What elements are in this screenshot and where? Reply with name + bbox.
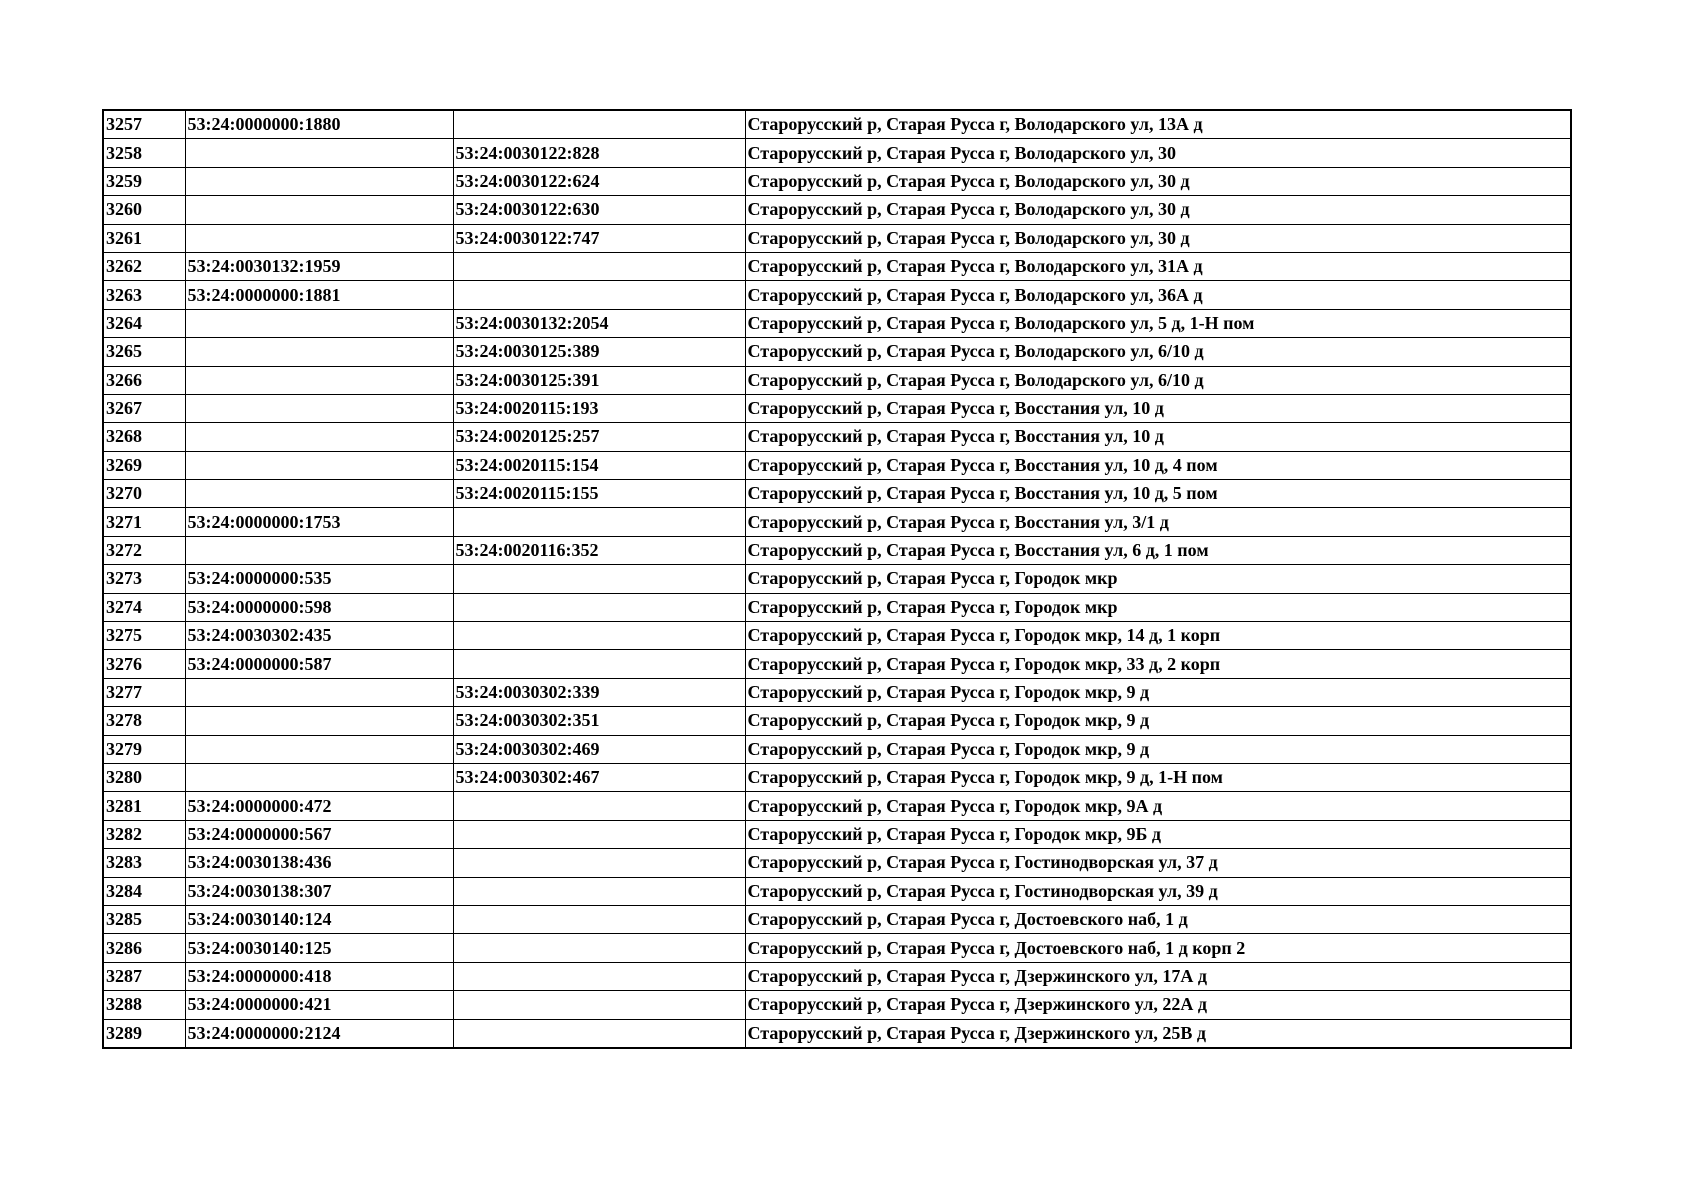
address-cell: Старорусский р, Старая Русса г, Восстания ул, 10 д, 5 пом bbox=[745, 480, 1571, 508]
cadastral-number-1-cell bbox=[185, 309, 453, 337]
cadastral-number-1-cell bbox=[185, 167, 453, 195]
table-row bbox=[103, 991, 1571, 1019]
cadastral-number-1-cell bbox=[185, 394, 453, 422]
cadastral-number-2-cell: 53:24:0020115:155 bbox=[453, 480, 745, 508]
row-number-cell: 3278 bbox=[103, 707, 185, 735]
address-cell: Старорусский р, Старая Русса г, Городок мкр, 9 д bbox=[745, 678, 1571, 706]
address-cell: Старорусский р, Старая Русса г, Дзержинского ул, 17А д bbox=[745, 962, 1571, 990]
address-cell: Старорусский р, Старая Русса г, Володарского ул, 13А д bbox=[745, 110, 1571, 139]
cadastral-number-2-cell bbox=[453, 622, 745, 650]
table-row bbox=[103, 394, 1571, 422]
cadastral-number-1-cell bbox=[185, 338, 453, 366]
address-cell: Старорусский р, Старая Русса г, Володарского ул, 36А д bbox=[745, 281, 1571, 309]
cadastral-number-1-cell bbox=[185, 480, 453, 508]
address-cell: Старорусский р, Старая Русса г, Володарского ул, 30 д bbox=[745, 167, 1571, 195]
table-row bbox=[103, 366, 1571, 394]
address-cell: Старорусский р, Старая Русса г, Восстания ул, 10 д, 4 пом bbox=[745, 451, 1571, 479]
cadastral-number-1-cell bbox=[185, 224, 453, 252]
cadastral-number-1-cell: 53:24:0000000:587 bbox=[185, 650, 453, 678]
cadastral-number-2-cell: 53:24:0030122:828 bbox=[453, 139, 745, 167]
cadastral-number-2-cell: 53:24:0030302:469 bbox=[453, 735, 745, 763]
cadastral-number-1-cell bbox=[185, 678, 453, 706]
cadastral-number-2-cell bbox=[453, 593, 745, 621]
table-row bbox=[103, 735, 1571, 763]
address-cell: Старорусский р, Старая Русса г, Володарского ул, 31А д bbox=[745, 252, 1571, 280]
row-number-cell: 3270 bbox=[103, 480, 185, 508]
row-number-cell: 3276 bbox=[103, 650, 185, 678]
cadastral-number-1-cell bbox=[185, 536, 453, 564]
cadastral-number-2-cell bbox=[453, 508, 745, 536]
row-number-cell: 3265 bbox=[103, 338, 185, 366]
address-cell: Старорусский р, Старая Русса г, Володарского ул, 30 bbox=[745, 139, 1571, 167]
cadastral-number-2-cell bbox=[453, 252, 745, 280]
row-number-cell: 3269 bbox=[103, 451, 185, 479]
table-row bbox=[103, 678, 1571, 706]
table-row bbox=[103, 338, 1571, 366]
cadastral-number-2-cell bbox=[453, 991, 745, 1019]
cadastral-number-2-cell: 53:24:0020125:257 bbox=[453, 423, 745, 451]
address-cell: Старорусский р, Старая Русса г, Дзержинского ул, 22А д bbox=[745, 991, 1571, 1019]
address-cell: Старорусский р, Старая Русса г, Городок мкр, 9А д bbox=[745, 792, 1571, 820]
address-cell: Старорусский р, Старая Русса г, Городок мкр, 9 д, 1-Н пом bbox=[745, 763, 1571, 791]
table-row bbox=[103, 252, 1571, 280]
address-cell: Старорусский р, Старая Русса г, Городок мкр, 9Б д bbox=[745, 820, 1571, 848]
row-number-cell: 3266 bbox=[103, 366, 185, 394]
row-number-cell: 3282 bbox=[103, 820, 185, 848]
row-number-cell: 3259 bbox=[103, 167, 185, 195]
cadastral-number-2-cell bbox=[453, 110, 745, 139]
cadastral-number-1-cell bbox=[185, 707, 453, 735]
address-cell: Старорусский р, Старая Русса г, Восстания ул, 6 д, 1 пом bbox=[745, 536, 1571, 564]
cadastral-number-1-cell bbox=[185, 451, 453, 479]
address-cell: Старорусский р, Старая Русса г, Достоевского наб, 1 д bbox=[745, 905, 1571, 933]
table-row bbox=[103, 423, 1571, 451]
cadastral-number-1-cell: 53:24:0030140:125 bbox=[185, 934, 453, 962]
address-cell: Старорусский р, Старая Русса г, Городок мкр, 33 д, 2 корп bbox=[745, 650, 1571, 678]
row-number-cell: 3289 bbox=[103, 1019, 185, 1048]
address-cell: Старорусский р, Старая Русса г, Городок мкр, 9 д bbox=[745, 735, 1571, 763]
address-cell: Старорусский р, Старая Русса г, Восстания ул, 10 д bbox=[745, 394, 1571, 422]
cadastral-number-2-cell bbox=[453, 962, 745, 990]
table-row bbox=[103, 224, 1571, 252]
row-number-cell: 3281 bbox=[103, 792, 185, 820]
address-cell: Старорусский р, Старая Русса г, Городок мкр bbox=[745, 593, 1571, 621]
cadastral-number-1-cell bbox=[185, 366, 453, 394]
row-number-cell: 3280 bbox=[103, 763, 185, 791]
address-cell: Старорусский р, Старая Русса г, Городок мкр, 9 д bbox=[745, 707, 1571, 735]
address-cell: Старорусский р, Старая Русса г, Гостинодворская ул, 39 д bbox=[745, 877, 1571, 905]
table-row bbox=[103, 622, 1571, 650]
address-cell: Старорусский р, Старая Русса г, Городок мкр, 14 д, 1 корп bbox=[745, 622, 1571, 650]
table-body bbox=[103, 110, 1571, 1048]
cadastral-number-2-cell: 53:24:0030302:339 bbox=[453, 678, 745, 706]
table-row bbox=[103, 849, 1571, 877]
cadastral-number-2-cell bbox=[453, 650, 745, 678]
row-number-cell: 3261 bbox=[103, 224, 185, 252]
cadastral-number-2-cell: 53:24:0030122:624 bbox=[453, 167, 745, 195]
address-cell: Старорусский р, Старая Русса г, Восстания ул, 10 д bbox=[745, 423, 1571, 451]
table-row bbox=[103, 1019, 1571, 1048]
table-row bbox=[103, 139, 1571, 167]
cadastral-number-2-cell bbox=[453, 820, 745, 848]
cadastral-number-2-cell bbox=[453, 281, 745, 309]
row-number-cell: 3271 bbox=[103, 508, 185, 536]
row-number-cell: 3285 bbox=[103, 905, 185, 933]
table-row bbox=[103, 565, 1571, 593]
row-number-cell: 3288 bbox=[103, 991, 185, 1019]
address-cell: Старорусский р, Старая Русса г, Володарского ул, 5 д, 1-Н пом bbox=[745, 309, 1571, 337]
row-number-cell: 3258 bbox=[103, 139, 185, 167]
cadastral-number-2-cell: 53:24:0020115:154 bbox=[453, 451, 745, 479]
cadastral-number-1-cell: 53:24:0000000:567 bbox=[185, 820, 453, 848]
cadastral-number-1-cell: 53:24:0000000:1881 bbox=[185, 281, 453, 309]
table-row bbox=[103, 196, 1571, 224]
cadastral-number-1-cell bbox=[185, 139, 453, 167]
row-number-cell: 3283 bbox=[103, 849, 185, 877]
cadastral-number-1-cell: 53:24:0000000:598 bbox=[185, 593, 453, 621]
cadastral-number-1-cell: 53:24:0000000:421 bbox=[185, 991, 453, 1019]
address-cell: Старорусский р, Старая Русса г, Дзержинского ул, 25В д bbox=[745, 1019, 1571, 1048]
cadastral-number-2-cell: 53:24:0030122:630 bbox=[453, 196, 745, 224]
row-number-cell: 3287 bbox=[103, 962, 185, 990]
address-cell: Старорусский р, Старая Русса г, Володарского ул, 6/10 д bbox=[745, 366, 1571, 394]
table-row bbox=[103, 536, 1571, 564]
cadastral-number-2-cell: 53:24:0020115:193 bbox=[453, 394, 745, 422]
table-row bbox=[103, 934, 1571, 962]
cadastral-number-1-cell: 53:24:0030140:124 bbox=[185, 905, 453, 933]
address-cell: Старорусский р, Старая Русса г, Гостинодворская ул, 37 д bbox=[745, 849, 1571, 877]
table-row bbox=[103, 763, 1571, 791]
cadastral-number-1-cell bbox=[185, 735, 453, 763]
cadastral-number-1-cell bbox=[185, 763, 453, 791]
cadastral-number-1-cell bbox=[185, 196, 453, 224]
table-row bbox=[103, 167, 1571, 195]
address-cell: Старорусский р, Старая Русса г, Городок мкр bbox=[745, 565, 1571, 593]
cadastral-number-2-cell bbox=[453, 934, 745, 962]
table-row bbox=[103, 480, 1571, 508]
row-number-cell: 3264 bbox=[103, 309, 185, 337]
cadastral-number-2-cell: 53:24:0030302:351 bbox=[453, 707, 745, 735]
row-number-cell: 3272 bbox=[103, 536, 185, 564]
cadastral-number-2-cell bbox=[453, 1019, 745, 1048]
row-number-cell: 3277 bbox=[103, 678, 185, 706]
row-number-cell: 3260 bbox=[103, 196, 185, 224]
address-cell: Старорусский р, Старая Русса г, Достоевского наб, 1 д корп 2 bbox=[745, 934, 1571, 962]
cadastral-number-1-cell: 53:24:0000000:535 bbox=[185, 565, 453, 593]
row-number-cell: 3275 bbox=[103, 622, 185, 650]
row-number-cell: 3273 bbox=[103, 565, 185, 593]
table-row bbox=[103, 309, 1571, 337]
cadastral-number-2-cell: 53:24:0030122:747 bbox=[453, 224, 745, 252]
address-cell: Старорусский р, Старая Русса г, Володарского ул, 6/10 д bbox=[745, 338, 1571, 366]
table-row bbox=[103, 281, 1571, 309]
cadastral-number-1-cell: 53:24:0000000:472 bbox=[185, 792, 453, 820]
cadastral-number-2-cell: 53:24:0030132:2054 bbox=[453, 309, 745, 337]
address-cell: Старорусский р, Старая Русса г, Восстания ул, 3/1 д bbox=[745, 508, 1571, 536]
cadastral-number-2-cell: 53:24:0030125:389 bbox=[453, 338, 745, 366]
cadastral-number-1-cell: 53:24:0000000:1880 bbox=[185, 110, 453, 139]
cadastral-number-1-cell: 53:24:0000000:418 bbox=[185, 962, 453, 990]
cadastral-number-2-cell bbox=[453, 792, 745, 820]
cadastral-number-1-cell: 53:24:0030132:1959 bbox=[185, 252, 453, 280]
table-row bbox=[103, 792, 1571, 820]
cadastral-number-2-cell bbox=[453, 565, 745, 593]
row-number-cell: 3263 bbox=[103, 281, 185, 309]
cadastral-number-2-cell: 53:24:0030302:467 bbox=[453, 763, 745, 791]
row-number-cell: 3268 bbox=[103, 423, 185, 451]
table-row bbox=[103, 877, 1571, 905]
row-number-cell: 3257 bbox=[103, 110, 185, 139]
address-cell: Старорусский р, Старая Русса г, Володарского ул, 30 д bbox=[745, 224, 1571, 252]
property-table bbox=[102, 109, 1572, 1049]
row-number-cell: 3279 bbox=[103, 735, 185, 763]
cadastral-number-1-cell: 53:24:0030138:307 bbox=[185, 877, 453, 905]
table-row bbox=[103, 593, 1571, 621]
cadastral-number-1-cell: 53:24:0000000:2124 bbox=[185, 1019, 453, 1048]
table-row bbox=[103, 110, 1571, 139]
row-number-cell: 3262 bbox=[103, 252, 185, 280]
cadastral-number-2-cell: 53:24:0030125:391 bbox=[453, 366, 745, 394]
address-cell: Старорусский р, Старая Русса г, Володарского ул, 30 д bbox=[745, 196, 1571, 224]
cadastral-number-2-cell bbox=[453, 905, 745, 933]
row-number-cell: 3284 bbox=[103, 877, 185, 905]
cadastral-number-1-cell bbox=[185, 423, 453, 451]
table-row bbox=[103, 451, 1571, 479]
row-number-cell: 3274 bbox=[103, 593, 185, 621]
cadastral-number-1-cell: 53:24:0000000:1753 bbox=[185, 508, 453, 536]
cadastral-number-2-cell: 53:24:0020116:352 bbox=[453, 536, 745, 564]
table-row bbox=[103, 820, 1571, 848]
table-row bbox=[103, 707, 1571, 735]
table-row bbox=[103, 962, 1571, 990]
cadastral-number-1-cell: 53:24:0030302:435 bbox=[185, 622, 453, 650]
table-row bbox=[103, 508, 1571, 536]
table-row bbox=[103, 650, 1571, 678]
table-row bbox=[103, 905, 1571, 933]
cadastral-number-2-cell bbox=[453, 877, 745, 905]
cadastral-number-1-cell: 53:24:0030138:436 bbox=[185, 849, 453, 877]
row-number-cell: 3286 bbox=[103, 934, 185, 962]
cadastral-number-2-cell bbox=[453, 849, 745, 877]
row-number-cell: 3267 bbox=[103, 394, 185, 422]
